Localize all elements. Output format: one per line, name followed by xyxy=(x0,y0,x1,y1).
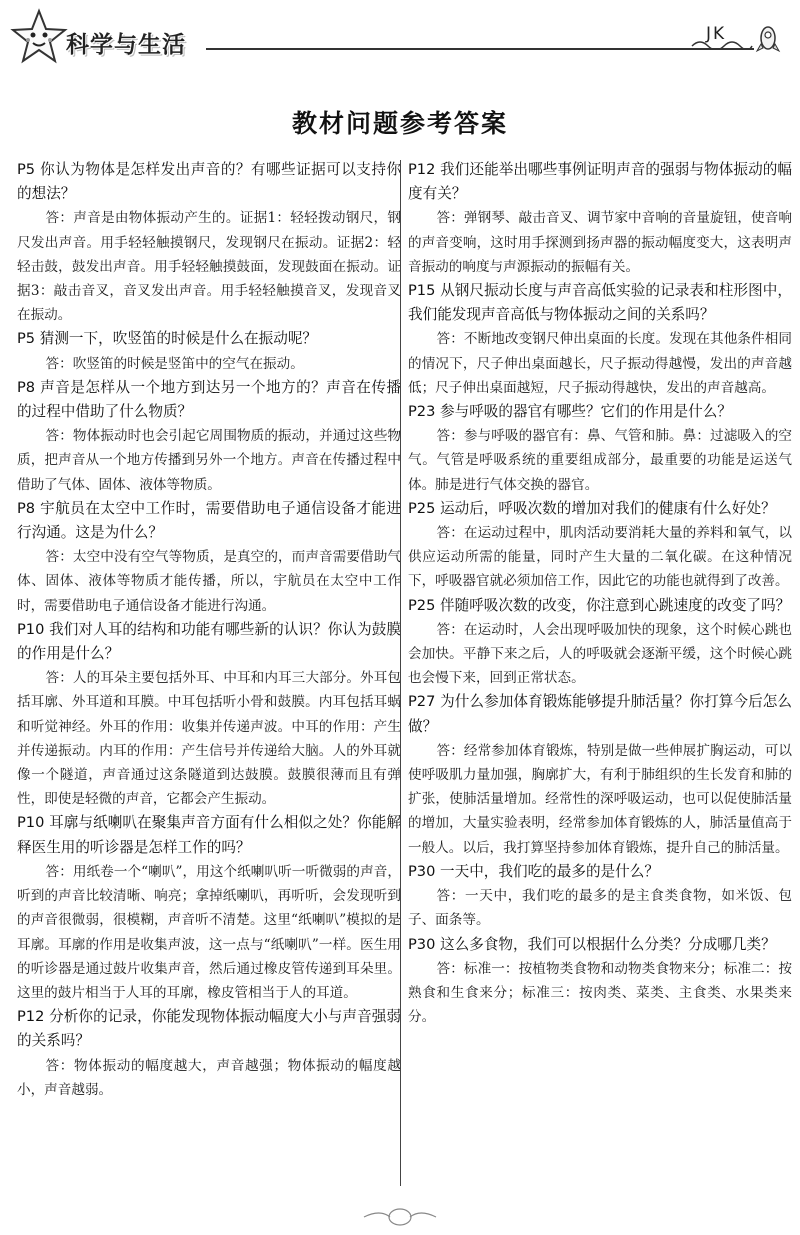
answer: 答：用纸卷一个“喇叭”，用这个纸喇叭听一听微弱的声音，听到的声音比较清晰、响亮；拿掉纸喇叭，再听听，会发现听到的声音很微弱，很模糊，声音听不清楚。这里“纸喇叭”模拟的是耳廓。耳廓的作用是收集声波，这一点与“纸喇叭”一样。医生用的听诊器是通过鼓片收集声音，然后通过橡皮管传递到耳朵里。这里的鼓片相当于人耳的耳廓，橡皮管相当于人的耳道。 xyxy=(17,863,401,1001)
question: P10 我们对人耳的结构和功能有哪些新的认识？你认为鼓膜的作用是什么？ xyxy=(17,620,401,663)
answer: 答：弹钢琴、敲击音叉、调节家中音响的音量旋钮，使音响的声音变响，这时用手探测到扬声器的振动幅度变大，这表明声音振动的响度与声源振动的振幅有关。 xyxy=(408,210,792,275)
answer: 答：物体振动时也会引起它周围物质的振动，并通过这些物质，把声音从一个地方传播到另外一个地方。声音在传播过程中借助了气体、固体、液体等物质。 xyxy=(17,428,401,493)
right-column xyxy=(408,158,792,1029)
answer: 答：吹竖笛的时候是竖笛中的空气在振动。 xyxy=(45,355,304,372)
star-mascot-icon xyxy=(10,8,68,66)
left-column xyxy=(17,158,401,1102)
answer: 答：在运动过程中，肌肉活动要消耗大量的养料和氧气，以供应运动所需的能量，同时产生大量的二氧化碳。在这种情况下，呼吸器官就必须加倍工作，因此它的功能也就得到了改善。 xyxy=(408,525,792,590)
question: P5 你认为物体是怎样发出声音的？有哪些证据可以支持你的想法？ xyxy=(17,161,401,203)
answer: 答：经常参加体育锻炼，特别是做一些伸展扩胸运动，可以使呼吸肌力量加强，胸廓扩大，有利于肺组织的生长发育和肺的扩张，使肺活量增加。经常性的深呼吸运动，也可以促使肺活量的增加，大量实验表明，经常参加体育锻炼的人，肺活量值高于一般人。以后，我打算坚持参加体育锻炼，提升自己的肺活量。 xyxy=(408,742,792,856)
brand-title: 科学与生活 xyxy=(66,32,186,58)
answer: 答：在运动时，人会出现呼吸加快的现象，这个时候心跳也会加快。平静下来之后，人的呼吸就会逐渐平缓，这个时候心跳也会慢下来，回到正常状态。 xyxy=(408,621,792,687)
question: P10 耳廓与纸喇叭在聚集声音方面有什么相似之处？你能解释医生用的听诊器是怎样工作的吗？ xyxy=(17,814,401,856)
page-footer-ornament-icon xyxy=(360,1206,440,1228)
series-mark: JK xyxy=(706,24,727,44)
column-divider xyxy=(400,160,401,1186)
answer: 答：人的耳朵主要包括外耳、中耳和内耳三大部分。外耳包括耳廓、外耳道和耳膜。中耳包括听小骨和鼓膜。内耳包括耳蜗和听觉神经。外耳的作用：收集并传递声波。中耳的作用：产生并传递振动。内耳的作用：产生信号并传递给大脑。人的外耳就像一个隧道，声音通过这条隧道到达鼓膜。鼓膜很薄而且有弹性，即使是轻微的声音，它都会产生振动。 xyxy=(17,670,401,808)
question: P25 运动后，呼吸次数的增加对我们的健康有什么好处？ xyxy=(408,499,776,517)
page-title: 教材问题参考答案 xyxy=(291,109,508,138)
answer: 答：一天中，我们吃的最多的是主食类食物，如米饭、包子、面条等。 xyxy=(408,888,792,929)
question: P8 声音是怎样从一个地方到达另一个地方的？声音在传播的过程中借助了什么物质？ xyxy=(17,378,401,421)
question: P30 这么多食物，我们可以根据什么分类？分成哪几类？ xyxy=(408,935,776,953)
wave-decoration-icon xyxy=(690,36,754,50)
question: P25 伴随呼吸次数的改变，你注意到心跳速度的改变了吗？ xyxy=(408,596,791,614)
rocket-decoration-icon xyxy=(752,22,784,56)
answer: 答：参与呼吸的器官有：鼻、气管和肺。鼻：过滤吸入的空气。气管是呼吸系统的重要组成部分，最重要的功能是运送气体。肺是进行气体交换的器官。 xyxy=(408,428,792,493)
answer: 答：物体振动的幅度越大，声音越强；物体振动的幅度越小，声音越弱。 xyxy=(17,1057,401,1098)
header-rule xyxy=(206,48,754,50)
answer: 答：标准一：按植物类食物和动物类食物来分；标准二：按熟食和生食来分；标准三：按肉类、菜类、主食类、水果类来分。 xyxy=(408,960,792,1026)
question: P30 一天中，我们吃的最多的是什么？ xyxy=(408,862,659,880)
question: P5 猜测一下，吹竖笛的时候是什么在振动呢？ xyxy=(17,330,318,348)
question: P8 宇航员在太空中工作时，需要借助电子通信设备才能进行沟通。这是为什么？ xyxy=(17,499,401,542)
question: P12 我们还能举出哪些事例证明声音的强弱与物体振动的幅度有关？ xyxy=(408,161,792,203)
question: P23 参与呼吸的器官有哪些？它们的作用是什么？ xyxy=(408,403,732,421)
answer: 答：太空中没有空气等物质，是真空的，而声音需要借助气体、固体、液体等物质才能传播，所以，宇航员在太空中工作时，需要借助电子通信设备才能进行沟通。 xyxy=(17,549,401,614)
question: P15 从钢尺振动长度与声音高低实验的记录表和柱形图中，我们能发现声音高低与物体振动之间的关系吗？ xyxy=(408,282,792,324)
page-header xyxy=(0,0,800,70)
answer: 答：声音是由物体振动产生的。证据1：轻轻拨动钢尺，钢尺发出声音。用手轻轻触摸钢尺，发现钢尺在振动。证据2：轻轻击鼓，鼓发出声音。用手轻轻触摸鼓面，发现鼓面在振动。证据3：敲击音叉，音叉发出声音。用手轻轻触摸音叉，发现音叉在振动。 xyxy=(17,210,401,324)
question: P27 为什么参加体育锻炼能够提升肺活量？你打算今后怎么做？ xyxy=(408,693,792,735)
question: P12 分析你的记录，你能发现物体振动幅度大小与声音强弱的关系吗？ xyxy=(17,1008,401,1050)
answer: 答：不断地改变钢尺伸出桌面的长度。发现在其他条件相同的情况下，尺子伸出桌面越长，尺子振动得越慢，发出的声音越低；尺子伸出桌面越短，尺子振动得越快，发出的声音越高。 xyxy=(408,331,792,396)
